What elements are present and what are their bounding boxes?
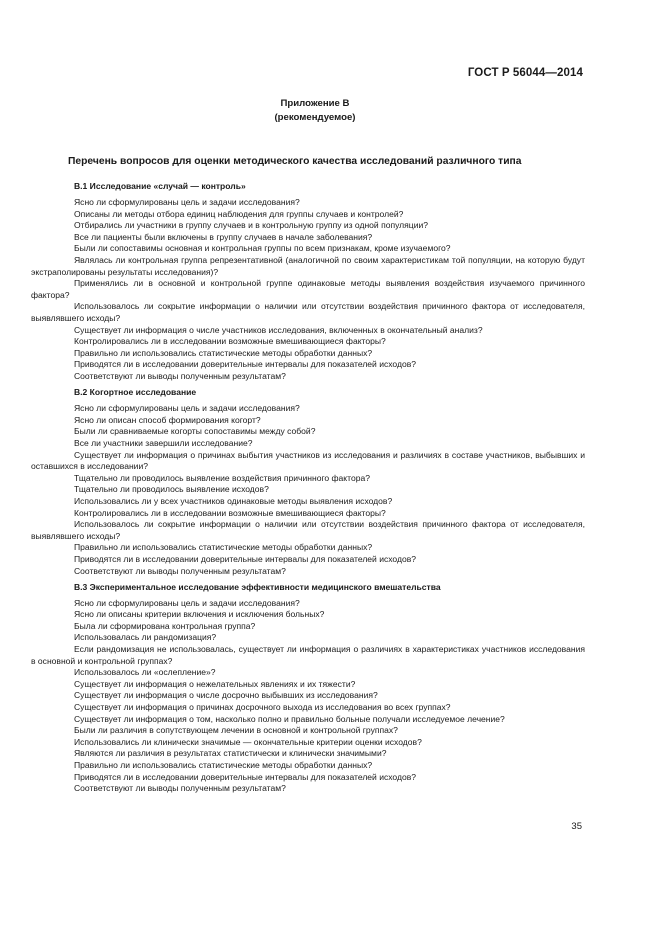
question-item: Существует ли информация о нежелательных явлениях и их тяжести? xyxy=(74,678,356,689)
question-item: Использовалось ли сокрытие информации о наличии или отсутствии воздействия причинного фактора от исследователя, выявлявшего исходы? xyxy=(31,301,585,324)
page-title: Перечень вопросов для оценки методического качества исследований различного типа xyxy=(68,156,522,167)
question-item: Соответствуют ли выводы полученным результатам? xyxy=(74,565,286,576)
appendix-label: Приложение В xyxy=(280,98,350,109)
question-item: Использовалось ли сокрытие информации о наличии или отсутствии воздействия причинного фактора от исследователя, выявлявшего исходы? xyxy=(31,519,585,541)
question-item: Приводятся ли в исследовании доверительные интервалы для показателей исходов? xyxy=(74,359,417,370)
question-item: Существует ли информация о том, насколько полно и правильно больные получали исследуемое лечение? xyxy=(74,713,505,724)
question-item: Использовалась ли рандомизация? xyxy=(74,632,217,643)
question-item: Использовались ли у всех участников одинаковые методы выявления исходов? xyxy=(74,495,393,506)
standard-number: ГОСТ Р 56044—2014 xyxy=(467,67,583,79)
question-item: Соответствуют ли выводы полученным результатам? xyxy=(74,783,286,794)
question-item: Приводятся ли в исследовании доверительные интервалы для показателей исходов? xyxy=(74,771,417,782)
question-item: Были ли различия в сопутствующем лечении в основной и контрольной группах? xyxy=(74,725,398,736)
question-item: Если рандомизация не использовалась, существует ли информация о различиях в характеристиках участников исследования в основной и контрольной группах? xyxy=(31,644,585,666)
appendix-heading xyxy=(0,97,630,125)
question-item: Были ли сравниваемые когорты сопоставимы между собой? xyxy=(74,426,316,437)
question-item: Ясно ли описан способ формирования когорт? xyxy=(74,414,261,425)
question-item: Была ли сформирована контрольная группа? xyxy=(74,620,256,631)
section-heading: В.3 Экспериментальное исследование эффективности медицинского вмешательства xyxy=(74,581,441,592)
question-item: Являлась ли контрольная группа репрезентативной (аналогичной по своим характеристикам той популяции, на которую будут экстраполированы результаты исследования)? xyxy=(31,255,585,277)
question-item: Ясно ли сформулированы цель и задачи исследования? xyxy=(74,597,300,608)
appendix-status: (рекомендуемое) xyxy=(274,112,356,123)
question-item: Использовалось ли «ослепление»? xyxy=(74,667,216,678)
sections-body xyxy=(31,181,585,795)
question-item: Существует ли информация о числе участников исследования, включенных в окончательный анализ? xyxy=(74,324,483,335)
question-item: Ясно ли описаны критерии включения и исключения больных? xyxy=(74,609,325,620)
question-item: Приводятся ли в исследовании доверительные интервалы для показателей исходов? xyxy=(74,553,417,564)
question-item: Правильно ли использовались статистические методы обработки данных? xyxy=(74,347,373,358)
question-item: Описаны ли методы отбора единиц наблюдения для группы случаев и контролей? xyxy=(74,208,404,219)
question-item: Существует ли информация о числе досрочно выбывших из исследования? xyxy=(74,690,378,701)
question-item: Соответствуют ли выводы полученным результатам? xyxy=(74,371,286,381)
question-item: Существует ли информация о причинах выбытия участников из исследования и различиях в составе участников, выбывших и оставшихся в исследовании? xyxy=(31,449,585,472)
question-item: Применялись ли в основной и контрольной группе одинаковые методы выявления воздействия изучаемого причинного фактора? xyxy=(31,278,585,300)
question-item: Правильно ли использовались статистические методы обработки данных? xyxy=(74,760,373,770)
page-number: 35 xyxy=(571,821,582,832)
question-item: Ясно ли сформулированы цель и задачи исследования? xyxy=(74,197,300,208)
question-item: Существует ли информация о причинах досрочного выхода из исследования во всех группах? xyxy=(74,702,451,713)
section-heading: В.1 Исследование «случай — контроль» xyxy=(74,181,246,191)
question-item: Были ли сопоставимы основная и контрольная группы по всем признакам, кроме изучаемого? xyxy=(74,243,451,254)
question-item: Отбирались ли участники в группу случаев и в контрольную группу из одной популяции? xyxy=(74,220,428,231)
question-item: Тщательно ли проводилось выявление воздействия причинного фактора? xyxy=(74,472,370,483)
question-item: Все ли пациенты были включены в группу случаев в начале заболевания? xyxy=(74,231,373,242)
question-item: Ясно ли сформулированы цель и задачи исследования? xyxy=(74,403,300,414)
question-item: Правильно ли использовались статистические методы обработки данных? xyxy=(74,542,373,553)
question-item: Все ли участники завершили исследование? xyxy=(74,437,253,448)
question-item: Контролировались ли в исследовании возможные вмешивающиеся факторы? xyxy=(74,507,386,518)
question-item: Контролировались ли в исследовании возможные вмешивающиеся факторы? xyxy=(74,336,386,347)
question-item: Использовались ли клинически значимые — окончательные критерии оценки исходов? xyxy=(74,736,422,747)
section-heading: В.2 Когортное исследование xyxy=(74,387,197,398)
question-item: Являются ли различия в результатах статистически и клинически значимыми? xyxy=(74,748,387,759)
question-item: Тщательно ли проводилось выявление исходов? xyxy=(74,484,269,495)
